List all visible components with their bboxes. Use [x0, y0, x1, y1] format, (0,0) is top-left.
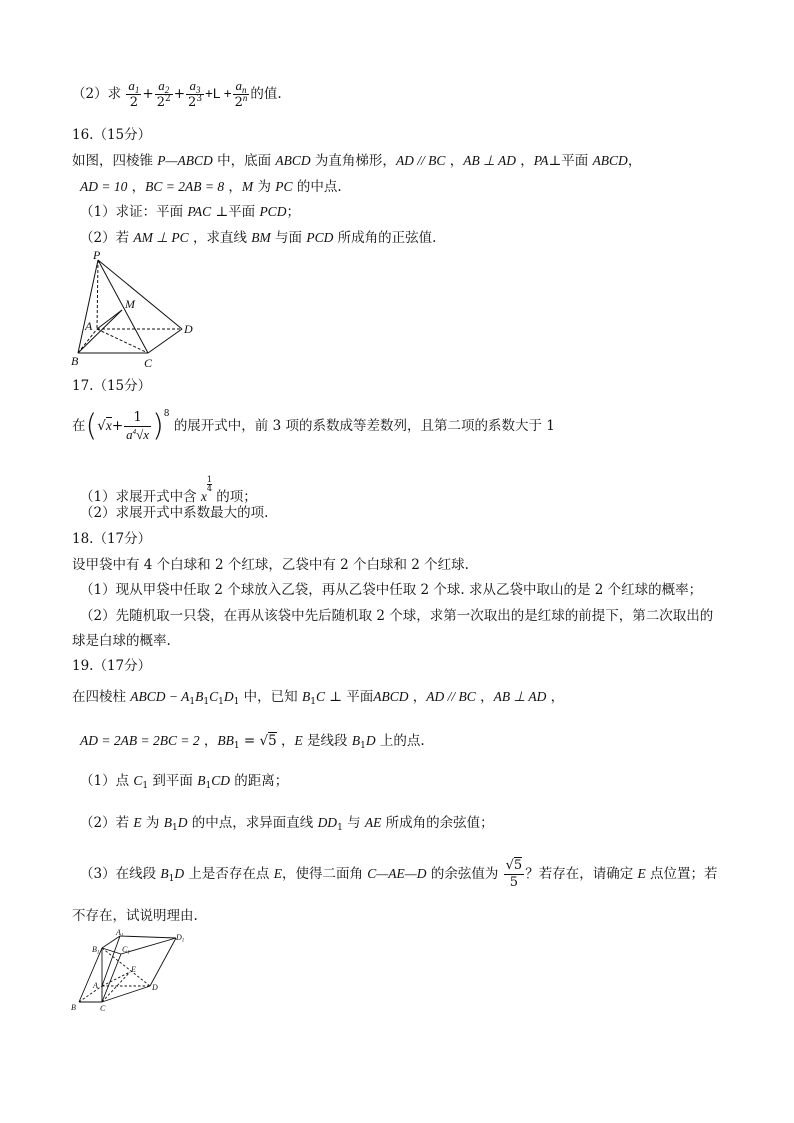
label-D: D	[184, 322, 193, 336]
frac-an: $\frac{a_n}{2^n}$	[234, 78, 248, 110]
q18-intro: 设甲袋中有 4 个白球和 2 个红球，乙袋中有 2 个白球和 2 个红球.	[72, 557, 469, 573]
q19-line1: 在四棱柱 ABCD − $A_1B_1C_1D_1$ 中，已知 $B_1C$ ⊥ 平面ABCD ，AD // BC ，AB ⊥ AD ，	[72, 689, 565, 707]
prism-figure	[68, 928, 188, 1014]
label-D: D	[152, 983, 158, 992]
label-B1: B1	[92, 945, 100, 956]
label-C: C	[144, 356, 153, 370]
q19-part2: （2）若 E 为 $B_1D$ 的中点，求异面直线 $DD_1$ 与 AE 所成角的余弦值；	[80, 815, 494, 833]
q18-part1: （1）现从甲袋中任取 2 个球放入乙袋，再从乙袋中任取 2 个球. 求从乙袋中取山的是 2 个红球的概率；	[80, 582, 703, 598]
frac-a3: $\frac{a_3}{2^3}$	[188, 78, 203, 110]
label-A1: A1	[116, 928, 124, 939]
q17-part2: （2）求展开式中系数最大的项.	[80, 505, 269, 521]
pyramid-figure	[70, 250, 210, 372]
q16-line1: 如图，四棱锥 P—ABCD 中，底面 ABCD 为直角梯形，AD // BC ，AB ⊥ AD ，PA⊥平面 ABCD，	[72, 153, 642, 169]
q16-part1: （1）求证：平面 PAC ⊥平面 PCD；	[80, 204, 300, 220]
q18-header: 18.（17分）	[72, 531, 152, 547]
label-M: M	[125, 297, 135, 311]
q17-header: 17.（15分）	[72, 378, 152, 394]
q19-part1: （1）点 $C_1$ 到平面 $B_1CD$ 的距离；	[80, 773, 289, 791]
q18-part2a: （2）先随机取一只袋，在再从该袋中先后随机取 2 个球，求第一次取出的是红球的前提下，第二次取出的	[80, 608, 714, 624]
q17-part1: （1）求展开式中含 x $\frac{1}{4}$ 的项；	[80, 475, 257, 505]
q19-part3: （3）在线段 $B_1D$ 上是否存在点 E，使得二面角 C—AE—D 的余弦值为 $\frac{√5}{5}$ ？若存在，请确定 E 点位置；若	[80, 858, 718, 890]
label-D1: D1	[176, 933, 185, 944]
q16-part2: （2）若 AM ⊥ PC ，求直线 BM 与面 PCD 所成角的正弦值.	[80, 230, 437, 246]
label-P: P	[93, 250, 101, 262]
q19-header: 19.（17分）	[72, 658, 152, 674]
label-E: E	[131, 965, 136, 974]
frac-a2: $\frac{a_2}{2^2}$	[156, 78, 171, 110]
label-B: B	[71, 1003, 76, 1012]
q19-part3-cont: 不存在，试说明理由.	[72, 908, 198, 924]
frac-a1: $\frac{a_1}{2}$	[128, 78, 140, 110]
q15-part2: （2）求 $\frac{a_1}{2}$ + $\frac{a_2}{2^2}$ + $\frac{a_3}{2^3}$ +L + $\frac{a_n}{2^n}$ 的值.	[72, 78, 282, 110]
label-C1: C1	[122, 945, 130, 956]
label-B: B	[71, 354, 79, 368]
q16-header: 16.（15分）	[72, 127, 152, 143]
q17-intro: 在(√x+ $\frac{1}{a^4√x}$ )$^8$ 的展开式中，前 3 项的系数成等差数列，且第二项的系数大于 1	[72, 408, 555, 444]
q16-line2: AD = 10 ，BC = 2AB = 8 ，M 为 PC 的中点.	[80, 179, 342, 195]
label-A: A	[93, 981, 98, 990]
q18-part2b: 球是白球的概率.	[72, 633, 171, 649]
label-C: C	[100, 1004, 106, 1013]
q19-line2: AD = 2AB = 2BC = 2 ，$BB_1 = √5$ ，E 是线段 $B_1D$ 上的点.	[80, 733, 425, 751]
label-A: A	[85, 319, 93, 333]
